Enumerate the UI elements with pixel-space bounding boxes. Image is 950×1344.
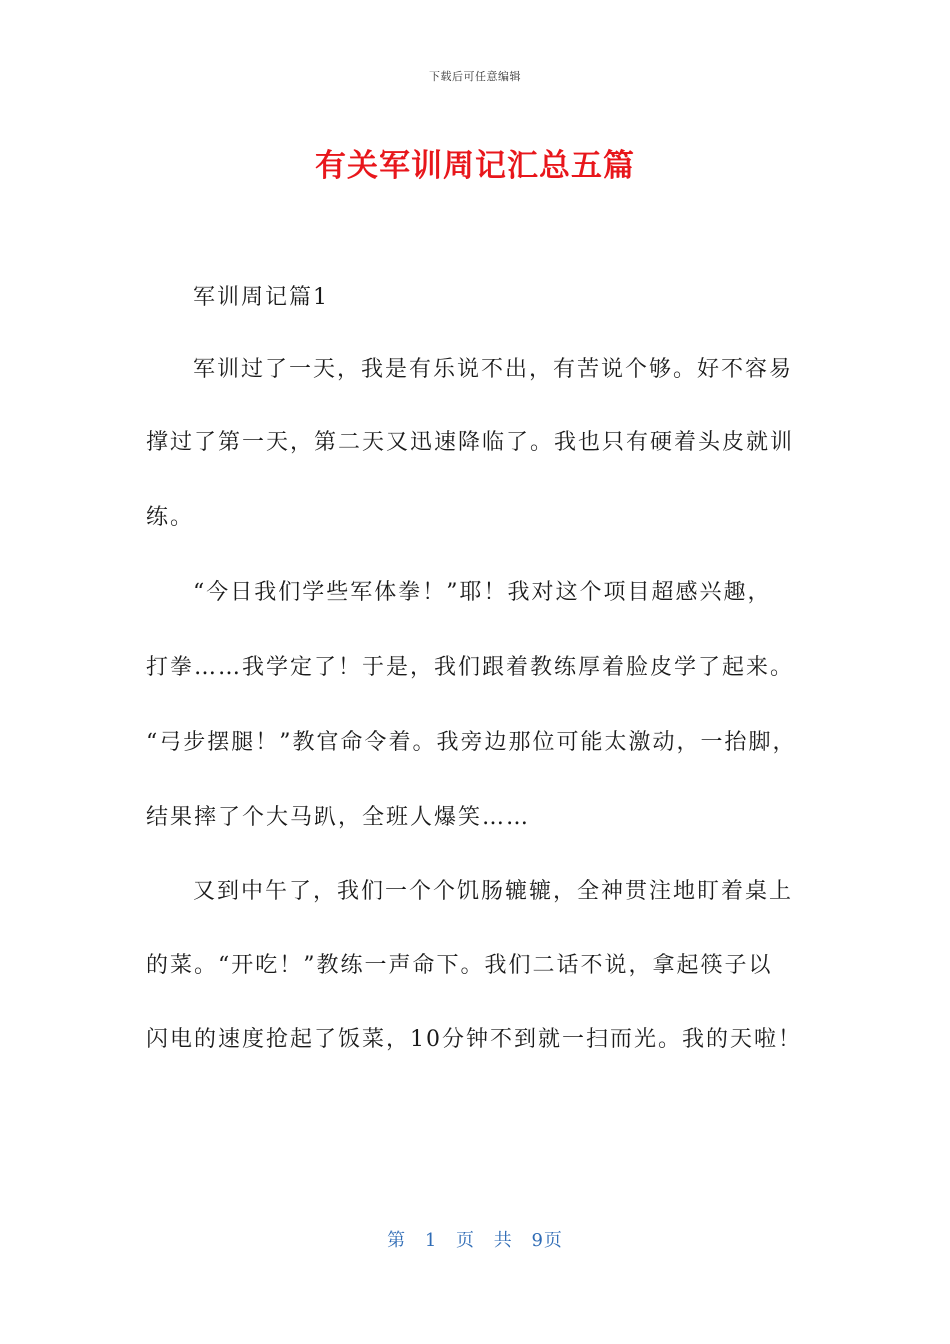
paragraph-line: 的菜。“开吃！”教练一声命下。我们二话不说，拿起筷子以 [146,953,773,978]
paragraph-line: 军训过了一天，我是有乐说不出，有苦说个够。好不容易 [193,357,794,382]
paragraph-line: 结果摔了个大马趴，全班人爆笑…… [146,805,531,830]
paragraph-line: 打拳……我学定了！于是，我们跟着教练厚着脸皮学了起来。 [146,655,795,680]
paragraph-line: 撑过了第一天，第二天又迅速降临了。我也只有硬着头皮就训 [146,430,795,455]
section-heading: 军训周记篇1 [193,285,329,310]
paragraph-line: 又到中午了，我们一个个饥肠辘辘，全神贯注地盯着桌上 [193,879,794,904]
paragraph-line: “弓步摆腿！”教官命令着。我旁边那位可能太激动，一抬脚， [146,730,797,755]
footer-current-page: 1 [424,1230,438,1251]
paragraph-line: “今日我们学些军体拳！”耶！我对这个项目超感兴趣， [193,580,772,605]
document-title: 有关军训周记汇总五篇 [315,148,635,184]
footer-total-label: 共 [493,1230,513,1251]
header-note: 下载后可任意编辑 [429,70,521,83]
paragraph-line: 练。 [146,505,195,530]
footer-prefix: 第 [387,1230,407,1251]
footer-total-pages: 9页 [531,1230,563,1251]
paragraph-line: 闪电的速度抢起了饭菜，10分钟不到就一扫而光。我的天啦！ [146,1027,802,1052]
page-footer [0,1226,950,1252]
footer-page-word: 页 [456,1230,475,1251]
